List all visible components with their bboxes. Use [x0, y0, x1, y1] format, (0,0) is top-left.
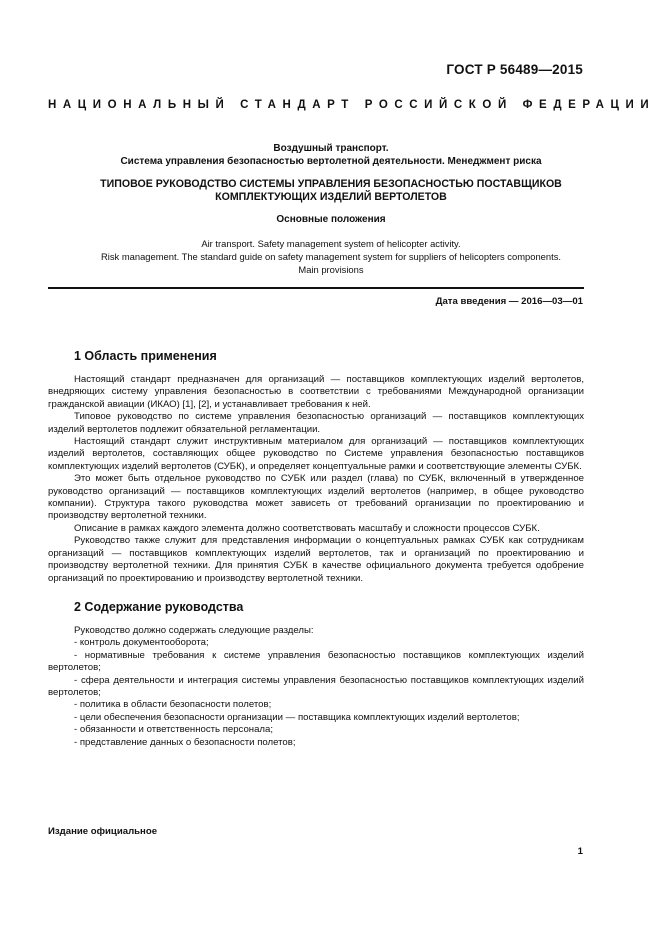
paragraph: Описание в рамках каждого элемента должно соответствовать масштабу и сложности процессов СУБК. — [74, 522, 540, 534]
main-title — [48, 178, 614, 204]
list-item: - нормативные требования к системе управления безопасностью поставщиков комплектующих изделий вертолетов; — [48, 649, 584, 674]
header-divider — [48, 287, 584, 289]
list-item: - сфера деятельности и интеграция системы управления безопасностью поставщиков комплектующих изделий вертолетов; — [48, 674, 584, 698]
subtitle: Основные положения — [276, 214, 386, 225]
official-edition-label: Издание официальное — [48, 826, 158, 837]
document-body — [48, 348, 584, 749]
english-title — [48, 237, 614, 276]
main-title-line2: КОМПЛЕКТУЮЩИХ ИЗДЕЛИЙ ВЕРТОЛЕТОВ — [215, 191, 447, 203]
paragraph: Это может быть отдельное руководство по СУБК или раздел (глава) по СУБК, включенный в утвержденное руководство организаций — поставщиков комплектующих изделий вертолетов (например, в общее руководство компании). Структура такого руководства может зависеть от требований организации по проектированию и производству вертолетной техники. — [48, 473, 584, 522]
paragraph: Настоящий стандарт служит инструктивным материалом для организаций — поставщиков комплектующих изделий вертолетов, составляющих общее руководство по Системе управления безопасностью поставщиков комплектующих изделий вертолетов (СУБК), и определяет концептуальные рамки и соответствующие элементы СУБК. — [48, 436, 584, 472]
title-block — [48, 142, 614, 276]
document-code: ГОСТ Р 56489—2015 — [446, 62, 583, 77]
list-item: - контроль документооборота; — [74, 637, 209, 649]
paragraph: Типовое руководство по системе управления безопасностью организаций — поставщиков комплектующих изделий вертолетов подлежит обязательной регламентации. — [48, 411, 584, 435]
list-item: - обязанности и ответственность персонала; — [74, 724, 274, 736]
main-title-line1: ТИПОВОЕ РУКОВОДСТВО СИСТЕМЫ УПРАВЛЕНИЯ БЕЗОПАСНОСТЬЮ ПОСТАВЩИКОВ — [100, 178, 562, 190]
title-ru-line1: Воздушный транспорт. — [273, 143, 389, 154]
section-1-body — [48, 374, 584, 585]
list-item: - цели обеспечения безопасности организации — поставщика комплектующих изделий вертолетов; — [74, 711, 520, 723]
paragraph: Руководство также служит для представления информации о концептуальных рамках СУБК как сотрудникам организаций — поставщиков комплектующих изделий вертолетов, так и организаций по проектированию и производству вертолетной техники. Для принятия СУБК в качестве официального документа требуется одобрение организаций по проектированию и производству вертолетной техники. — [48, 535, 584, 584]
page-number: 1 — [577, 846, 583, 857]
english-title-line3: Main provisions — [298, 264, 364, 275]
section-2-heading: 2 Содержание руководства — [74, 599, 244, 614]
title-ru-line2: Система управления безопасностью вертолетной деятельности. Менеджмент риска — [120, 156, 542, 167]
paragraph: Руководство должно содержать следующие разделы: — [74, 624, 314, 636]
introduction-date: Дата введения — 2016—03—01 — [435, 296, 583, 307]
section-2-body — [48, 625, 584, 749]
list-item: - политика в области безопасности полетов; — [74, 699, 272, 711]
paragraph: Настоящий стандарт предназначен для организаций — поставщиков комплектующих изделий вертолетов, внедряющих систему управления безопасностью в соответствии с требованиями Международной организации гражданской авиации (ИКАО) [1], [2], и устанавливает требования к ней. — [48, 374, 584, 410]
section-1-heading: 1 Область применения — [74, 349, 217, 363]
list-item: - представление данных о безопасности полетов; — [74, 736, 296, 748]
national-standard-banner: НАЦИОНАЛЬНЫЙ СТАНДАРТ РОССИЙСКОЙ ФЕДЕРАЦИИ — [48, 99, 656, 111]
english-title-line2: Risk management. The standard guide on safety management system for suppliers of helicopters components. — [101, 251, 561, 262]
english-title-line1: Air transport. Safety management system of helicopter activity. — [201, 238, 461, 249]
